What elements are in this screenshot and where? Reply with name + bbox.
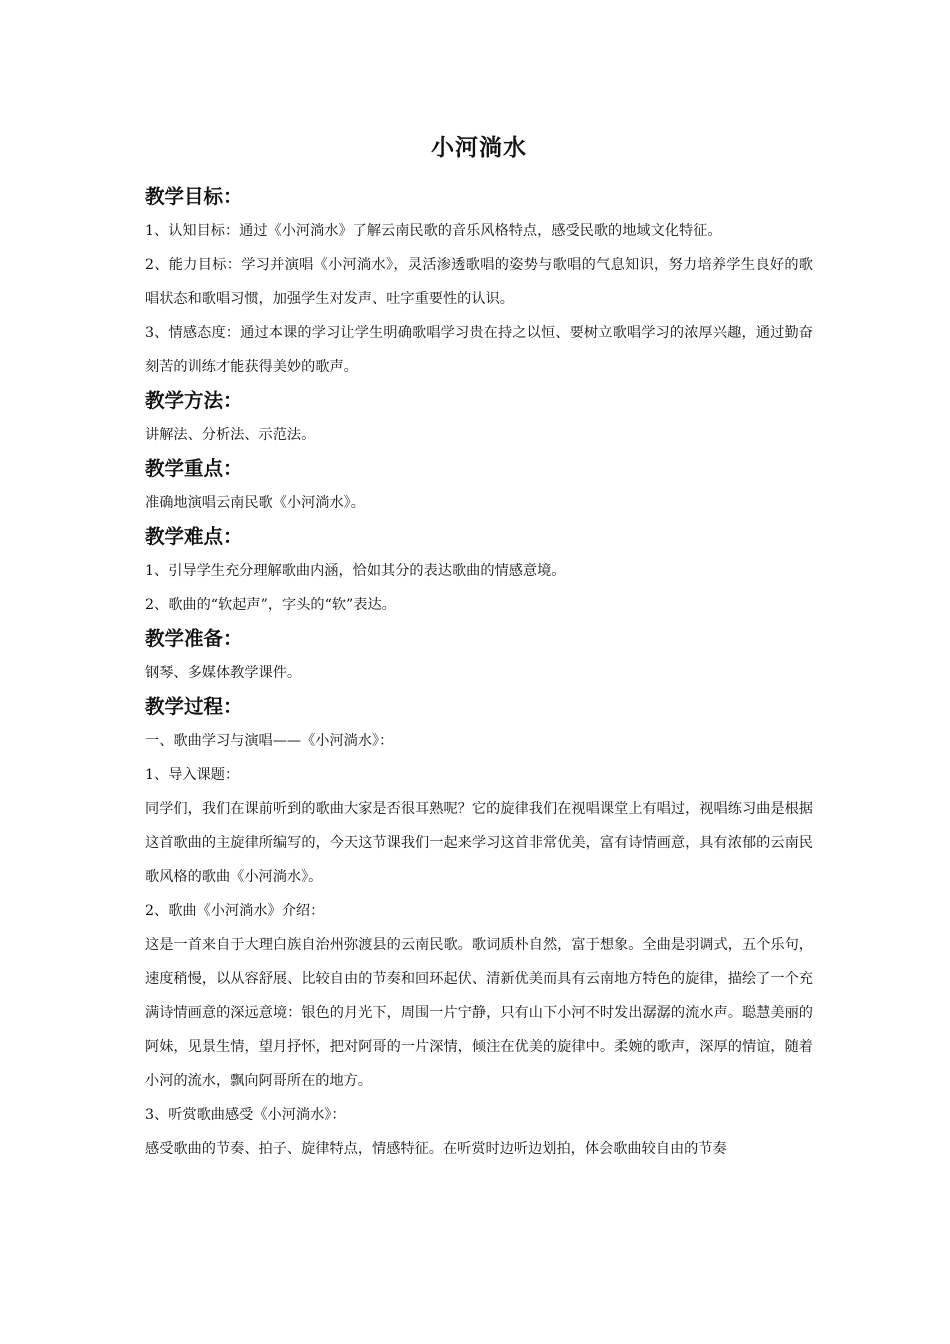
process-step-2-title: 2、歌曲《小河淌水》介绍： bbox=[145, 903, 325, 919]
objective-ability: 2、能力目标：学习并演唱《小河淌水》，灵活渗透歌唱的姿势与歌唱的气息知识，努力培养学生良好的歌唱状态和歌唱习惯，加强学生对发声、吐字重要性的认识。 bbox=[145, 257, 813, 307]
preparation-text: 钢琴、多媒体教学课件。 bbox=[145, 665, 302, 681]
process-heading: 教学过程： bbox=[145, 695, 243, 718]
document-title: 小河淌水 bbox=[431, 135, 527, 161]
key-points-heading: 教学重点： bbox=[145, 457, 243, 480]
process-step-1-title: 1、导入课题： bbox=[145, 767, 240, 783]
process-part-1-title: 一、歌曲学习与演唱——《小河淌水》： bbox=[145, 733, 394, 749]
objective-emotion: 3、情感态度：通过本课的学习让学生明确歌唱学习贵在持之以恒、要树立歌唱学习的浓厚兴趣，通过勤奋刻苦的训练才能获得美妙的歌声。 bbox=[145, 325, 813, 375]
difficulty-2: 2、歌曲的“软起声”，字头的“软”表达。 bbox=[145, 597, 396, 613]
process-step-3-text: 感受歌曲的节奏、拍子、旋律特点，情感特征。在听赏时边听边划拍，体会歌曲较自由的节奏 bbox=[145, 1141, 727, 1157]
process-step-3-title: 3、听赏歌曲感受《小河淌水》： bbox=[145, 1107, 346, 1123]
difficulty-1: 1、引导学生充分理解歌曲内涵，恰如其分的表达歌曲的情感意境。 bbox=[145, 563, 566, 579]
process-step-2-text: 这是一首来自于大理白族自治州弥渡县的云南民歌。歌词质朴自然，富于想象。全曲是羽调式，五个乐句，速度稍慢，以从容舒展、比较自由的节奏和回环起伏、清新优美而具有云南地方特色的旋律，描绘了一个充满诗情画意的深远意境：银色的月光下，周围一片宁静，只有山下小河不时发出潺潺的流水声。聪慧美丽的阿妹，见景生情，望月抒怀，把对阿哥的一片深情，倾注在优美的旋律中。柔婉的歌声，深厚的情谊，随着小河的流水，飘向阿哥所在的地方。 bbox=[145, 937, 813, 1089]
methods-heading: 教学方法： bbox=[145, 389, 243, 412]
process-step-1-text: 同学们，我们在课前听到的歌曲大家是否很耳熟呢？它的旋律我们在视唱课堂上有唱过，视唱练习曲是根据这首歌曲的主旋律所编写的，今天这节课我们一起来学习这首非常优美，富有诗情画意，具有浓郁的云南民歌风格的歌曲《小河淌水》。 bbox=[145, 801, 813, 885]
objectives-heading: 教学目标： bbox=[145, 185, 243, 208]
preparation-heading: 教学准备： bbox=[145, 627, 243, 650]
difficulties-heading: 教学难点： bbox=[145, 525, 243, 548]
objective-cognitive: 1、认知目标：通过《小河淌水》了解云南民歌的音乐风格特点，感受民歌的地域文化特征。 bbox=[145, 223, 722, 239]
key-points-text: 准确地演唱云南民歌《小河淌水》。 bbox=[145, 495, 365, 511]
methods-text: 讲解法、分析法、示范法。 bbox=[145, 427, 316, 443]
document-body bbox=[145, 128, 813, 1166]
